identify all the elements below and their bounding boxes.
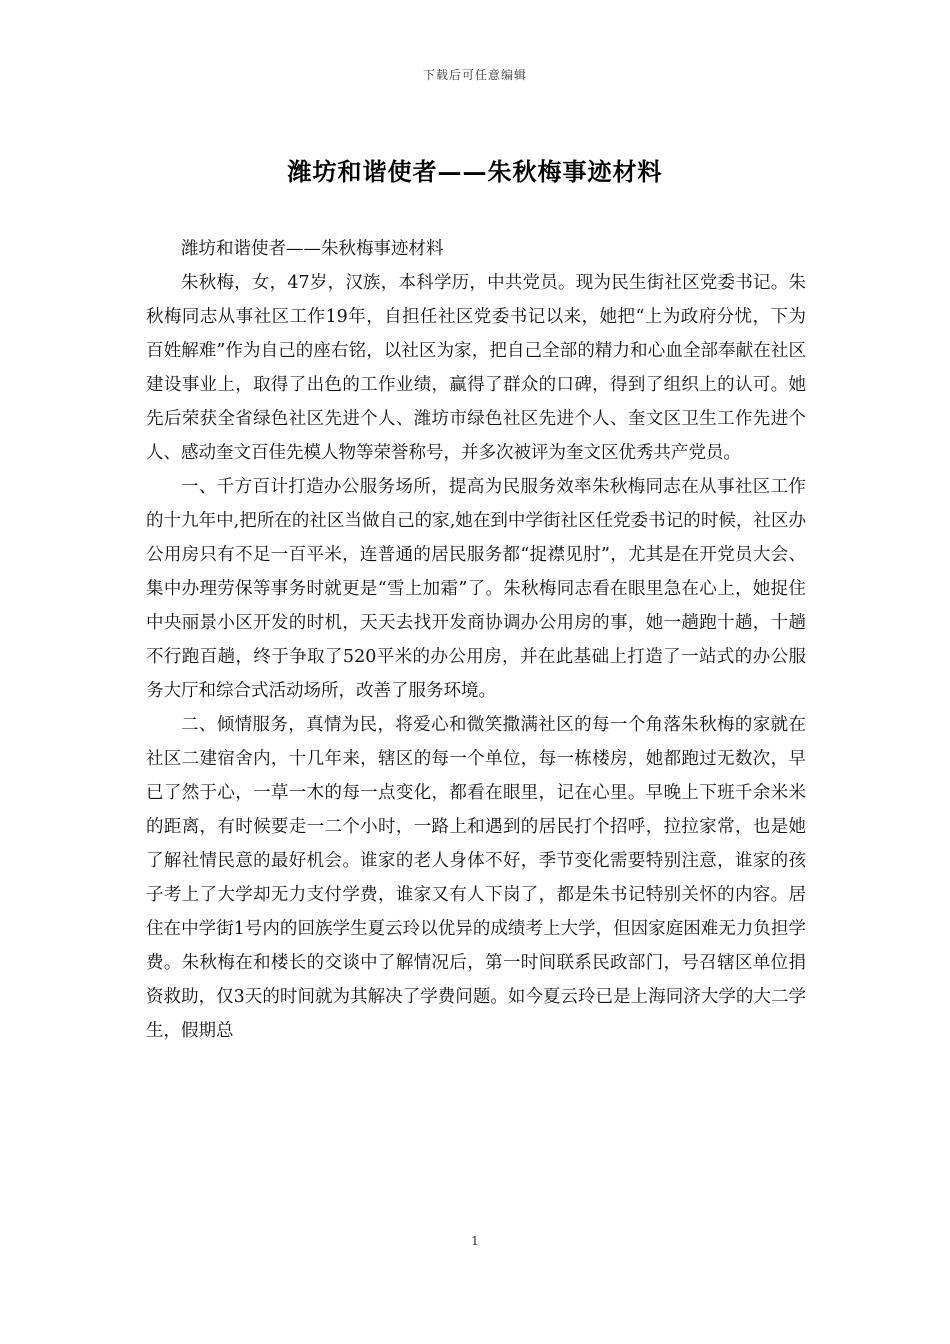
paragraph-subtitle: 潍坊和谐使者——朱秋梅事迹材料 bbox=[181, 239, 444, 259]
header-note: 下载后可任意编辑 bbox=[422, 68, 527, 82]
document-body bbox=[146, 232, 806, 1048]
page-number: 1 bbox=[471, 1234, 479, 1248]
document-title: 潍坊和谐使者——朱秋梅事迹材料 bbox=[287, 157, 663, 186]
paragraph-intro: 朱秋梅，女，47岁，汉族，本科学历，中共党员。现为民生街社区党委书记。朱秋梅同志从事社区工作19年，自担任社区党委书记以来，她把“上为政府分忧，下为百姓解难”作为自己的座右铭，以社区为家，把自己全部的精力和心血全部奉献在社区建设事业上，取得了出色的工作业绩，赢得了群众的口碑，得到了组织上的认可。她先后荣获全省绿色社区先进个人、潍坊市绿色社区先进个人、奎文区卫生工作先进个人、感动奎文百佳先模人物等荣誉称号，并多次被评为奎文区优秀共产党员。 bbox=[146, 273, 806, 463]
paragraph-section-two: 二、倾情服务，真情为民，将爱心和微笑撒满社区的每一个角落朱秋梅的家就在社区二建宿舍内，十几年来，辖区的每一个单位，每一栋楼房，她都跑过无数次，早已了然于心，一草一木的每一点变化，都看在眼里，记在心里。早晚上下班千余米米的距离，有时候要走一二个小时，一路上和遇到的居民打个招呼，拉拉家常，也是她了解社情民意的最好机会。谁家的老人身体不好，季节变化需要特别注意，谁家的孩子考上了大学却无力支付学费，谁家又有人下岗了，都是朱书记特别关怀的内容。居住在中学街1号内的回族学生夏云玲以优异的成绩考上大学，但因家庭困难无力负担学费。朱秋梅在和楼长的交谈中了解情况后，第一时间联系民政部门，号召辖区单位捐资救助，仅3天的时间就为其解决了学费问题。如今夏云玲已是上海同济大学的大二学生，假期总 bbox=[146, 715, 806, 1041]
paragraph-section-one: 一、千方百计打造办公服务场所，提高为民服务效率朱秋梅同志在从事社区工作的十九年中,把所在的社区当做自己的家,她在到中学街社区任党委书记的时候，社区办公用房只有不足一百平米，连普通的居民服务都“捉襟见肘”，尤其是在开党员大会、集中办理劳保等事务时就更是“雪上加霜”了。朱秋梅同志看在眼里急在心上，她捉住中央丽景小区开发的时机，天天去找开发商协调办公用房的事，她一趟跑十趟，十趟不行跑百趟，终于争取了520平米的办公用房，并在此基础上打造了一站式的办公服务大厅和综合式活动场所，改善了服务环境。 bbox=[146, 477, 806, 701]
